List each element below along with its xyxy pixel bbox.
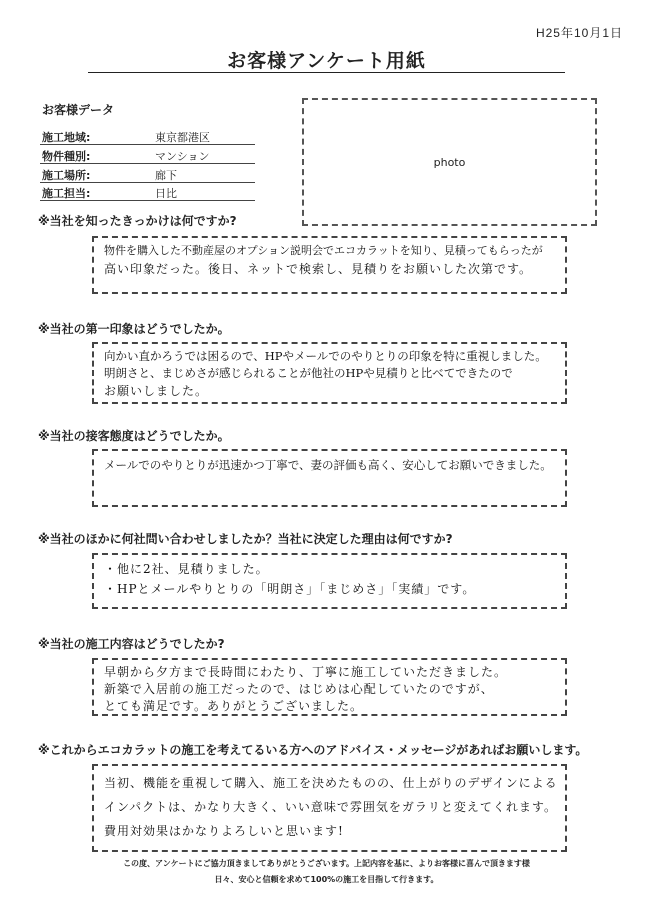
answer-line: 費用対効果はかなりよろしいと思います!: [104, 824, 344, 838]
answer-box-1: [92, 236, 567, 294]
field-value: マンション: [155, 150, 210, 163]
field-label: 施工地域:: [42, 131, 91, 144]
answer-box-6: [92, 764, 567, 852]
question-6: ※これからエコカラットの施工を考えてるいる方へのアドバイス・メッセージがあればお願いします。: [38, 743, 588, 757]
answer-line: 早朝から夕方まで長時間にわたり、丁寧に施工していただきました。: [104, 665, 508, 679]
question-3: ※当社の接客態度はどうでしたか。: [38, 429, 230, 443]
answer-line: インパクトは、かなり大きく、いい意味で雰囲気をガラリと変えてくれます。: [104, 800, 557, 814]
answer-line: 向かい直かろうでは困るので、HPやメールでのやりとりの印象を特に重視しました。: [104, 349, 547, 363]
field-row-location: [40, 166, 255, 183]
footer-line-1: この度、アンケートにご協力頂きましてありがとうございます。上記内容を基に、よりお客様に喜んで頂きます様: [123, 859, 530, 868]
field-row-property-type: [40, 147, 255, 164]
answer-box-2: [92, 342, 567, 404]
answer-line: 新築で入居前の施工だったので、はじめは心配していたのですが、: [104, 682, 494, 696]
answer-line: お願いしました。: [104, 384, 209, 398]
survey-date: H25年10月1日: [535, 26, 623, 40]
answer-line: メールでのやりとりが迅速かつ丁寧で、妻の評価も高く、安心してお願いできました。: [104, 458, 552, 472]
answer-line: ・HPとメールやりとりの「明朗さ」「まじめさ」「実績」です。: [104, 582, 476, 596]
customer-data-heading: お客様データ: [42, 103, 115, 117]
field-row-staff: [40, 184, 255, 201]
question-5: ※当社の施工内容はどうでしたか?: [38, 637, 225, 651]
answer-line: 当初、機能を重視して購入、施工を決めたものの、仕上がりのデザインによる: [104, 776, 558, 790]
question-1: ※当社を知ったきっかけは何ですか?: [38, 214, 237, 228]
page-title: お客様アンケート用紙: [227, 50, 426, 72]
answer-line: 高い印象だった。後日、ネットで検索し、見積りをお願いした次第です。: [104, 262, 533, 276]
answer-box-4: [92, 553, 567, 609]
answer-line: とても満足です。ありがとうございました。: [104, 699, 364, 713]
field-value: 日比: [155, 187, 177, 200]
field-label: 施工担当:: [42, 187, 91, 200]
answer-box-5: [92, 658, 567, 716]
answer-box-3: [92, 449, 567, 507]
answer-line: ・他に2社、見積りました。: [104, 562, 269, 576]
question-2: ※当社の第一印象はどうでしたか。: [38, 322, 230, 336]
question-4: ※当社のほかに何社問い合わせしましたか？当社に決定した理由は何ですか?: [38, 532, 453, 546]
photo-placeholder: [302, 98, 597, 226]
answer-line: 物件を購入した不動産屋のオプション説明会でエコカラットを知り、見積ってもらったが: [104, 244, 543, 257]
title-underline: [88, 72, 565, 73]
field-value: 廊下: [155, 169, 177, 182]
photo-label: photo: [433, 156, 466, 169]
field-row-area: [40, 128, 255, 145]
field-label: 施工場所:: [42, 169, 91, 182]
field-value: 東京都港区: [155, 131, 210, 144]
footer-line-2: 日々、安心と信頼を求めて100%の施工を目指して行きます。: [214, 875, 439, 884]
field-label: 物件種別:: [42, 150, 91, 163]
answer-line: 明朗さと、まじめさが感じられることが他社のHPや見積りと比べてできたので: [104, 366, 513, 380]
